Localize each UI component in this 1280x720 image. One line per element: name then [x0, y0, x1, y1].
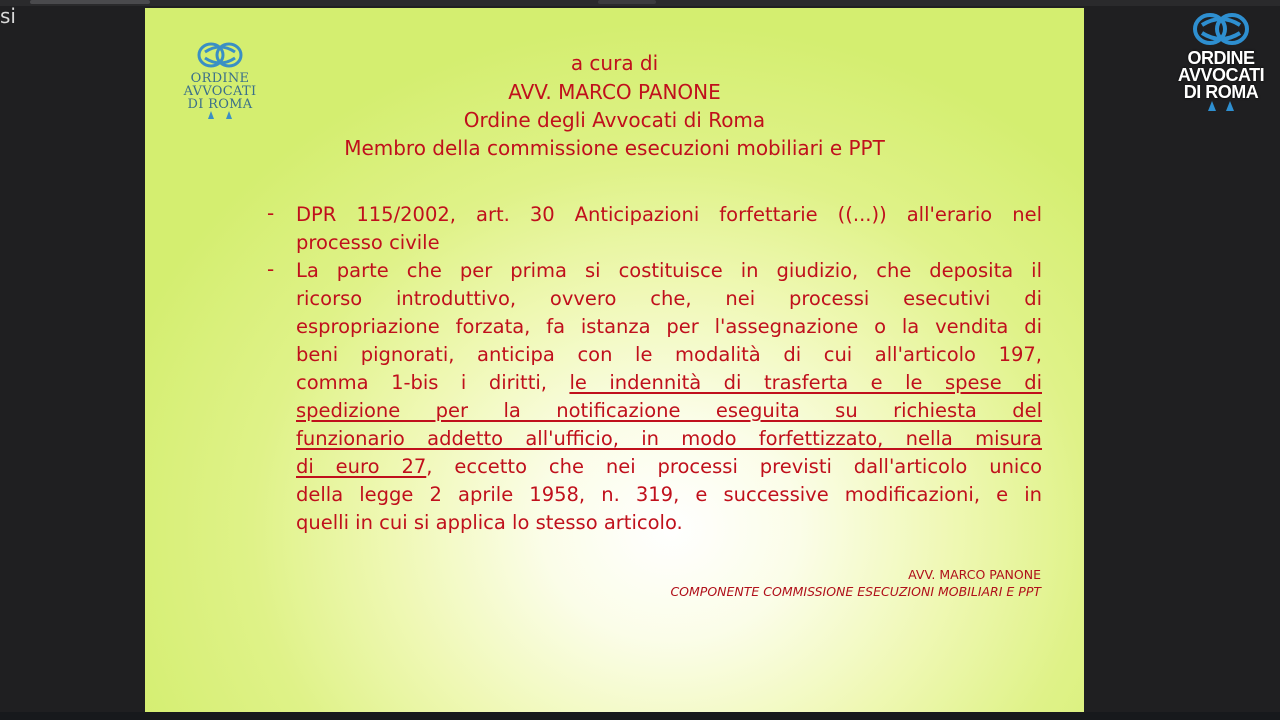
video-top-bar [0, 0, 1280, 6]
presentation-slide [145, 8, 1084, 712]
author-signature [670, 566, 1041, 600]
header-line: a cura di [570, 51, 659, 75]
watermark-text-line: ORDINE [1187, 48, 1255, 68]
underlined-line: spedizione per la notificazione eseguita su richiesta del [296, 399, 1042, 422]
bullet2-line: beni pignorati, anticipa con le modalità di cui all'articolo 197, [296, 343, 1042, 366]
role-heading: Membro della commissione esecuzioni mobiliari e PPT [344, 136, 885, 160]
bullet-dash: - [267, 257, 275, 281]
video-bottom-bar [0, 712, 1280, 720]
author-heading: AVV. MARCO PANONE [508, 80, 721, 104]
columns-icon [1201, 101, 1241, 111]
top-bar-segment [598, 0, 656, 4]
plain-text: comma 1-bis i diritti, [296, 371, 570, 394]
knot-logo-icon [1191, 10, 1251, 50]
logo-text-line: AVVOCATI [183, 84, 257, 99]
logo-text-line: DI ROMA [187, 97, 253, 112]
organization-heading: Ordine degli Avvocati di Roma [463, 108, 766, 132]
top-bar-segment [30, 0, 150, 4]
underlined-text: le indennità di trasferta e le spese di [569, 371, 1042, 394]
bullet2-line: La parte che per prima si costituisce in giudizio, che deposita il [296, 259, 1042, 282]
bullet2-line: della legge 2 aprile 1958, n. 319, e successive modificazioni, e in [296, 483, 1042, 506]
bullet2-line: ricorso introduttivo, ovvero che, nei processi esecutivi di [296, 287, 1042, 310]
corner-text: si [0, 4, 16, 28]
logo-text-line: ORDINE [190, 71, 250, 86]
bullet2-line [296, 369, 1042, 397]
underlined-line: funzionario addetto all'ufficio, in modo forfettizzato, nella misura [296, 427, 1042, 450]
bullet2-line [296, 453, 1042, 481]
bullet2-line: espropriazione forzata, fa istanza per l'assegnazione o la vendita di [296, 315, 1042, 338]
watermark-text-line: AVVOCATI [1177, 65, 1265, 85]
ordine-avvocati-watermark [1170, 10, 1272, 111]
bullet2-line: quelli in cui si applica lo stesso articolo. [296, 511, 683, 534]
bullet1-line: processo civile [296, 231, 440, 254]
author-name: AVV. MARCO PANONE [908, 567, 1041, 582]
author-role: COMPONENTE COMMISSIONE ESECUZIONI MOBILIARI E PPT [670, 584, 1041, 599]
plain-text: , eccetto che nei processi previsti dall'articolo unico [426, 455, 1042, 478]
bullet1-line: DPR 115/2002, art. 30 Anticipazioni forfettarie ((...)) all'erario nel [296, 203, 1042, 226]
underlined-text: di euro 27 [296, 455, 427, 478]
watermark-text-line: DI ROMA [1183, 82, 1259, 102]
bullet-dash: - [267, 201, 275, 225]
